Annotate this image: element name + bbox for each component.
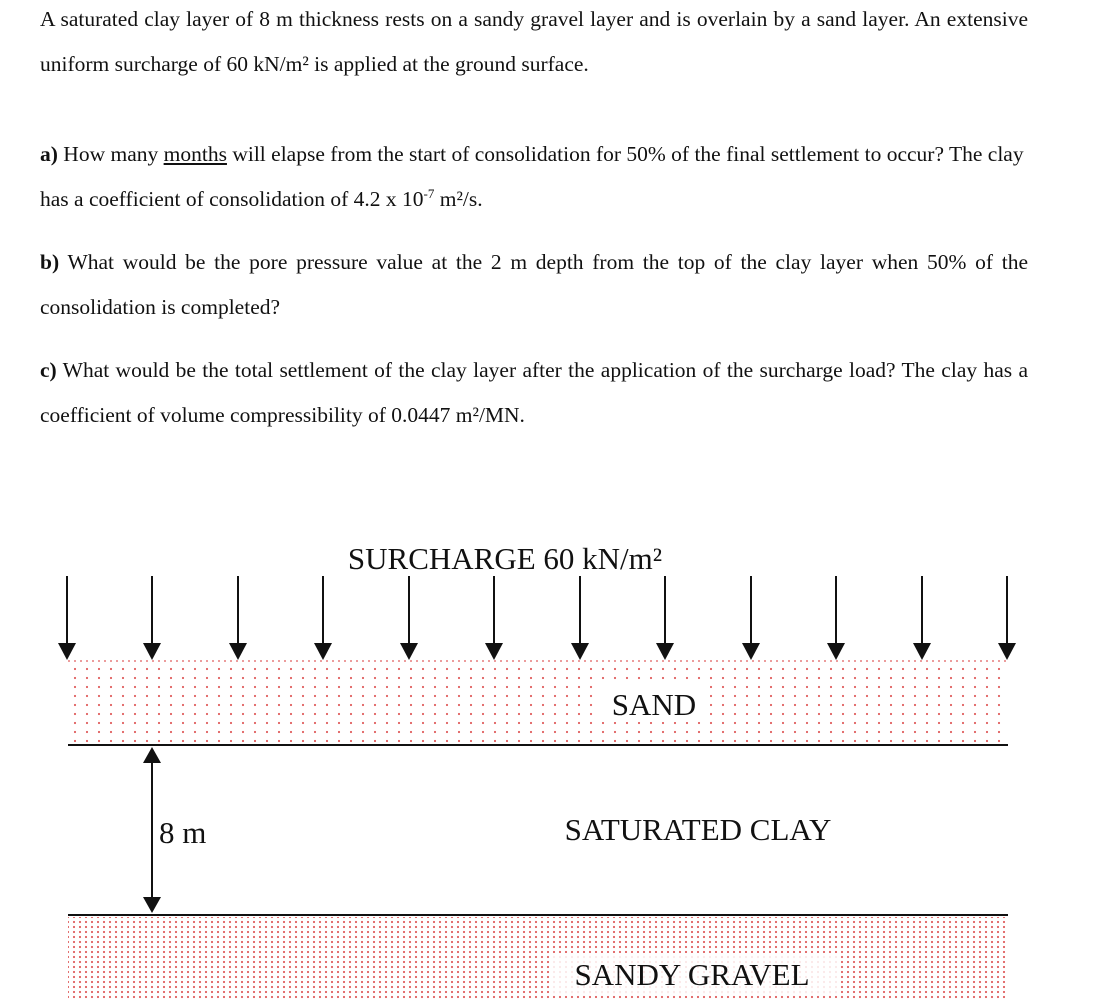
surcharge-arrow <box>58 576 76 660</box>
surcharge-arrow <box>913 576 931 660</box>
surcharge-arrow <box>143 576 161 660</box>
surcharge-arrow <box>656 576 674 660</box>
intro-paragraph: A saturated clay layer of 8 m thickness rests on a sandy gravel layer and is overlain by a sand layer. An extensive uniform surcharge of 60 kN/m² is applied at the ground surface. <box>40 7 1028 76</box>
gravel-label: SANDY GRAVEL <box>574 957 810 992</box>
question-a-exponent: -7 <box>423 185 435 201</box>
surcharge-arrow <box>827 576 845 660</box>
question-a-underlined: months <box>163 142 227 166</box>
surcharge-label: SURCHARGE 60 kN/m² <box>347 541 663 576</box>
question-a-text-after: m²/s. <box>434 187 483 211</box>
surcharge-arrow <box>571 576 589 660</box>
question-a-text-before: How many <box>57 142 164 166</box>
question-a-text-mid: will elapse from the start of consolidation for 50% of the final settlement to occur? The clay has a coefficient of consolidation of 4.2 x 10 <box>40 142 1024 211</box>
surcharge-arrow <box>998 576 1016 660</box>
question-c-text: What would be the total settlement of the clay layer after the application of the surcharge load? The clay has a coefficient of volume compressibility of 0.0447 m²/MN. <box>40 358 1028 427</box>
surcharge-arrows <box>58 576 1016 660</box>
question-c-label: c) <box>40 358 57 382</box>
surcharge-arrow <box>229 576 247 660</box>
question-b-label: b) <box>40 250 60 274</box>
surcharge-arrow <box>400 576 418 660</box>
thickness-label: 8 m <box>159 815 207 850</box>
question-a-label: a) <box>40 142 58 166</box>
sand-label: SAND <box>611 687 697 722</box>
question-b-text: What would be the pore pressure value at the 2 m depth from the top of the clay layer when 50% of the consolidation is completed? <box>40 250 1028 319</box>
surcharge-arrow <box>485 576 503 660</box>
clay-label: SATURATED CLAY <box>564 812 832 847</box>
sand-layer <box>68 661 1008 745</box>
surcharge-arrow <box>742 576 760 660</box>
surcharge-arrow <box>314 576 332 660</box>
sandy-gravel-layer <box>68 917 1008 1000</box>
